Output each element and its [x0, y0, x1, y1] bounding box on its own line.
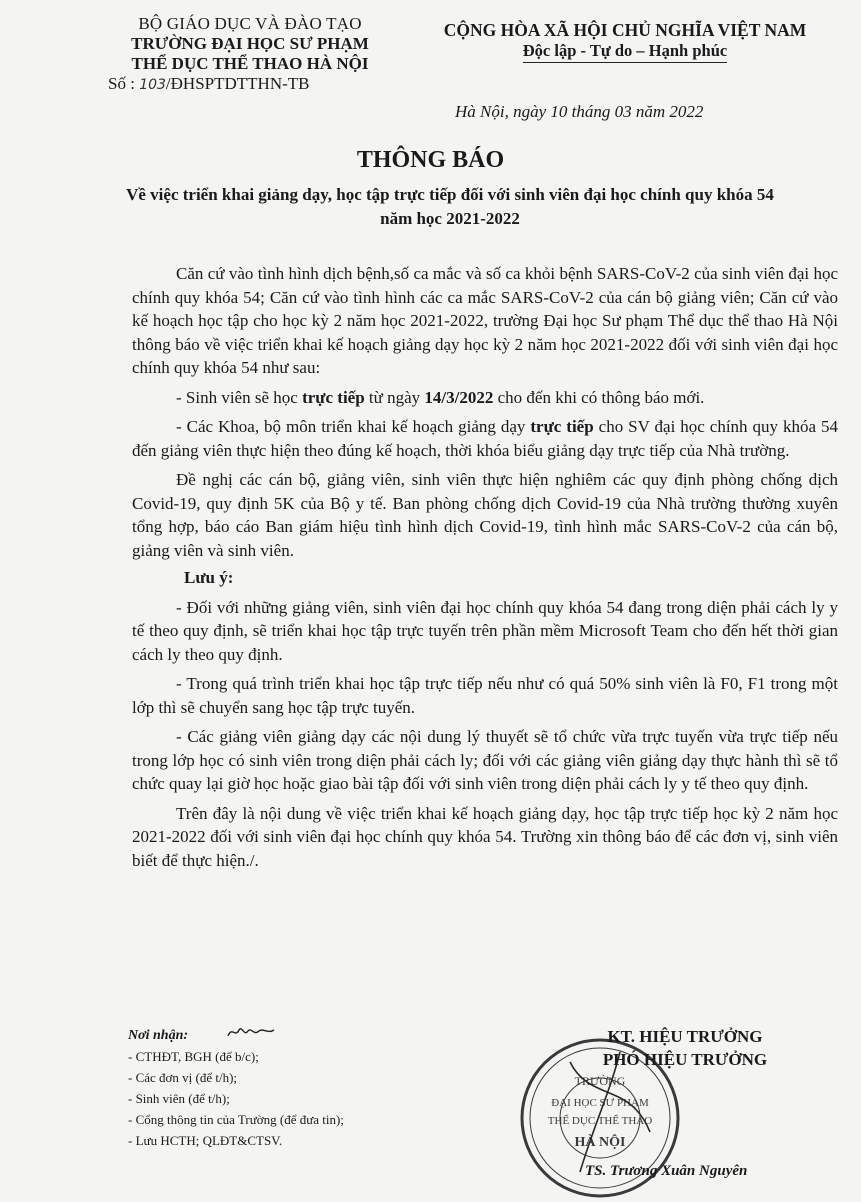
document-number: [108, 74, 400, 94]
seal-text-3: THỂ DỤC THỂ THAO: [547, 1115, 653, 1127]
note-item-1: - Đối với những giảng viên, sinh viên đại học chính quy khóa 54 đang trong diện phải cách ly y tế theo quy định, sẽ triển khai học tập trực tuyến trên phần mềm Microsoft Team cho đến hết thời gian cách ly theo quy định.: [132, 597, 838, 664]
recipient-item: - CTHĐT, BGH (để b/c);: [128, 1049, 259, 1064]
document-number-prefix: Số :: [108, 74, 135, 93]
signer-title-2: PHÓ HIỆU TRƯỞNG: [602, 1050, 768, 1069]
national-motto: Độc lập - Tự do – Hạnh phúc: [523, 41, 727, 63]
ministry-name: BỘ GIÁO DỤC VÀ ĐÀO TẠO: [138, 14, 362, 33]
recipients-label: Nơi nhận:: [128, 1028, 189, 1043]
note-label: Lưu ý:: [184, 568, 234, 587]
document-subtitle: Về việc triển khai giảng dạy, học tập trực tiếp đối với sinh viên đại học chính quy khóa 54 năm học 2021-2022: [126, 185, 774, 228]
item1-text-b: trực tiếp: [302, 387, 365, 407]
note-item-2: - Trong quá trình triển khai học tập trực tiếp nếu như có quá 50% sinh viên là F0, F1 trong một lớp thì sẽ chuyển sang học tập trực tuyến.: [132, 674, 838, 717]
country-name: CỘNG HÒA XÃ HỘI CHỦ NGHĨA VIỆT NAM: [443, 20, 807, 40]
national-header: [395, 20, 855, 63]
item2-text-a: - Các Khoa, bộ môn triển khai kế hoạch giảng dạy: [176, 417, 531, 436]
handwritten-initial-icon: [226, 1022, 276, 1042]
closing-paragraph: Trên đây là nội dung về việc triển khai kế hoạch giảng dạy, học tập trực tiếp học kỳ 2 năm học 2021-2022 đối với sinh viên đại học chính quy khóa 54. Trường xin thông báo để các đơn vị, sinh viên biết để thực hiện./.: [132, 803, 838, 870]
item1-text-a: - Sinh viên sẽ học: [176, 387, 303, 407]
item1-text-e: cho đến khi có thông báo mới.: [493, 387, 705, 407]
item1-text-c: từ ngày: [364, 387, 425, 407]
recipient-item: - Lưu HCTH; QLĐT&CTSV.: [128, 1133, 283, 1148]
seal-text-4: HÀ NỘI: [574, 1135, 626, 1150]
signer-name: TS. Trương Xuân Nguyên: [585, 1163, 748, 1179]
document-body: [132, 262, 838, 872]
seal-text-1: TRƯỜNG: [574, 1074, 626, 1088]
seal-text-2: ĐẠI HỌC SƯ PHẠM: [551, 1097, 649, 1109]
document-number-suffix: /ĐHSPTDTTHN-TB: [165, 74, 310, 93]
issuer-header: [100, 14, 400, 94]
intro-paragraph: Căn cứ vào tình hình dịch bệnh,số ca mắc và số ca khỏi bệnh SARS-CoV-2 của sinh viên đại học chính quy khóa 54; Căn cứ vào tình hình các ca mắc SARS-CoV-2 của cán bộ giảng viên; Căn cứ vào kế hoạch học tập cho học kỳ 2 năm học 2021-2022, trường Đại học Sư phạm Thể dục thể thao Hà Nội thông báo về việc triển khai kế hoạch giảng dạy học kỳ 2 năm học 2021-2022 đối với sinh viên đại học chính quy khóa 54 như sau:: [132, 264, 838, 377]
school-name-line2: THỂ DỤC THỂ THAO HÀ NỘI: [131, 54, 369, 73]
item-faculty-plan: [132, 415, 838, 462]
document-number-handwritten: 103: [139, 77, 166, 93]
document-date: Hà Nội, ngày 10 tháng 03 năm 2022: [455, 102, 704, 121]
recipients-block: [128, 1025, 458, 1151]
recipient-item: - Sinh viên (để t/h);: [128, 1091, 230, 1106]
recipient-item: - Các đơn vị (để t/h);: [128, 1070, 238, 1085]
item2-text-b: trực tiếp: [530, 417, 594, 436]
signature-block: [555, 1025, 815, 1071]
request-paragraph: Đề nghị các cán bộ, giảng viên, sinh viên thực hiện nghiêm các quy định phòng chống dịch Covid-19, quy định 5K của Bộ y tế. Ban phòng chống dịch Covid-19 của Nhà trường thường xuyên tổng hợp, báo cáo Ban giám hiệu tình hình dịch Covid-19, tình hình mắc SARS-CoV-2 của cán bộ, giảng viên và sinh viên.: [132, 470, 838, 560]
document-title: THÔNG BÁO: [356, 147, 505, 173]
item2-text-c: cho SV đại học chính quy khóa 54 đến giảng viên thực hiện theo đúng kế hoạch, thời khóa biểu giảng dạy trực tiếp của Nhà trường.: [132, 417, 838, 460]
school-name-line1: TRƯỜNG ĐẠI HỌC SƯ PHẠM: [131, 34, 369, 53]
signer-title-1: KT. HIỆU TRƯỞNG: [607, 1027, 763, 1046]
item-direct-learning: [132, 386, 838, 410]
note-item-3: - Các giảng viên giảng dạy các nội dung lý thuyết sẽ tổ chức vừa trực tuyến vừa trực tiếp nếu trong lớp học có sinh viên trong diện phải cách ly; đối với các giảng viên giảng dạy thực hành thì sẽ tổ chức quay lại giờ học hoặc giao bài tập đối với sinh viên trong diện phải cách ly y tế theo quy định.: [132, 727, 838, 793]
recipient-item: - Cổng thông tin của Trường (để đưa tin);: [128, 1112, 344, 1127]
item1-start-date: 14/3/2022: [424, 387, 494, 407]
